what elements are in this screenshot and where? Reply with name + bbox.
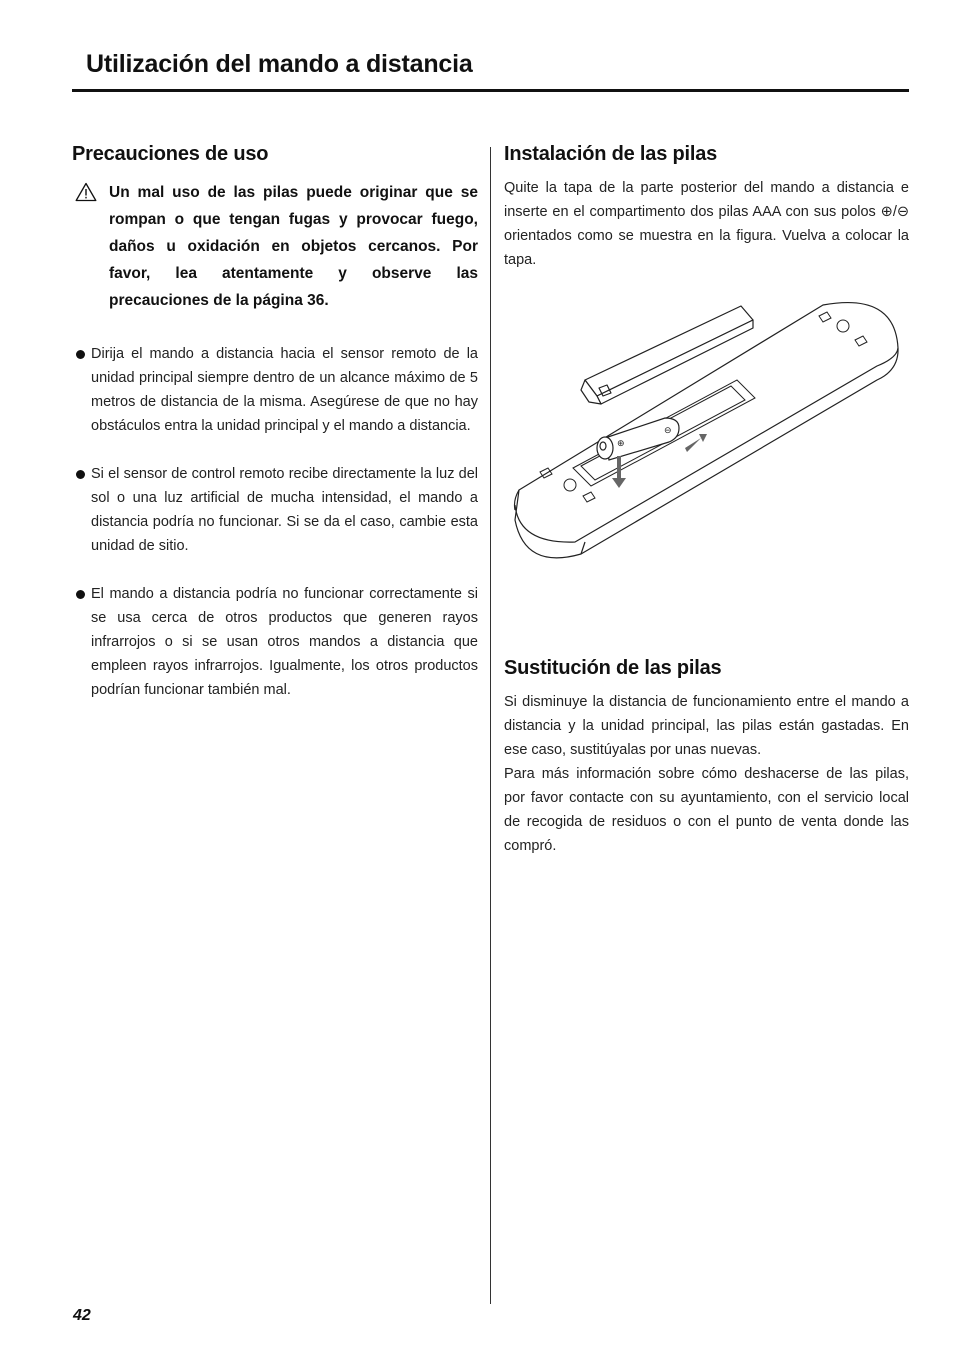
list-item-text: Si el sensor de control remoto recibe directamente la luz del sol o una luz artificial de mucha intensidad, el mando a distancia podría no funcionar. Si se da el caso, cambie esta unidad de sitio. — [91, 466, 478, 554]
list-item-text: El mando a distancia podría no funcionar correctamente si se usa cerca de otros productos que generen rayos infrarrojos o si se usan otros mandos a distancia que empleen rayos infrarrojos. Igualmente, los otros productos podrían funcionar también mal. — [91, 586, 478, 698]
bullet-icon — [76, 590, 85, 599]
install-heading: Instalación de las pilas — [504, 143, 718, 165]
title-rule — [72, 89, 909, 92]
list-item — [72, 462, 478, 558]
replace-heading: Sustitución de las pilas — [504, 657, 722, 679]
battery-warning — [72, 179, 478, 314]
list-item-text: Dirija el mando a distancia hacia el sensor remoto de la unidad principal siempre dentro de un alcance máximo de 5 metros de distancia de la misma. Asegúrese de que no hay obstáculos entra la unidad principal y el mando a distancia. — [91, 346, 478, 434]
page-title: Utilización del mando a distancia — [86, 50, 473, 78]
battery-replace-section — [504, 657, 909, 858]
remote-battery-illustration — [505, 300, 905, 560]
battery-install-section — [504, 143, 909, 272]
precautions-heading: Precauciones de uso — [72, 143, 269, 165]
warning-triangle-icon — [75, 182, 97, 202]
battery-plus-symbol: ⊕ — [617, 439, 625, 449]
install-text: Quite la tapa de la parte posterior del mando a distancia e inserte en el compartimento dos pilas AAA con sus polos ⊕/⊖ orientados como se muestra en la figura. Vuelva a colocar la tapa. — [504, 180, 909, 268]
list-item — [72, 582, 478, 702]
column-divider — [490, 147, 491, 1304]
precautions-section — [72, 143, 478, 726]
disposal-text: Para más información sobre cómo deshacerse de las pilas, por favor contacte con su ayuntamiento, con el servicio local de recogida de residuos o con el punto de venta donde las compró. — [504, 766, 909, 854]
page-number: 42 — [73, 1307, 91, 1324]
bullet-icon — [76, 350, 85, 359]
warning-text: Un mal uso de las pilas puede originar que se rompan o que tengan fugas y provocar fuego, daños u oxidación en objetos cercanos. Por favor, lea atentamente y observe las precauciones de la página 36. — [109, 184, 478, 309]
bullet-icon — [76, 470, 85, 479]
list-item — [72, 342, 478, 438]
battery-minus-symbol: ⊖ — [664, 426, 672, 436]
replace-text: Si disminuye la distancia de funcionamiento entre el mando a distancia y la unidad principal, las pilas están gastadas. En ese caso, sustitúyalas por unas nuevas. — [504, 694, 909, 758]
precautions-list — [72, 342, 478, 702]
